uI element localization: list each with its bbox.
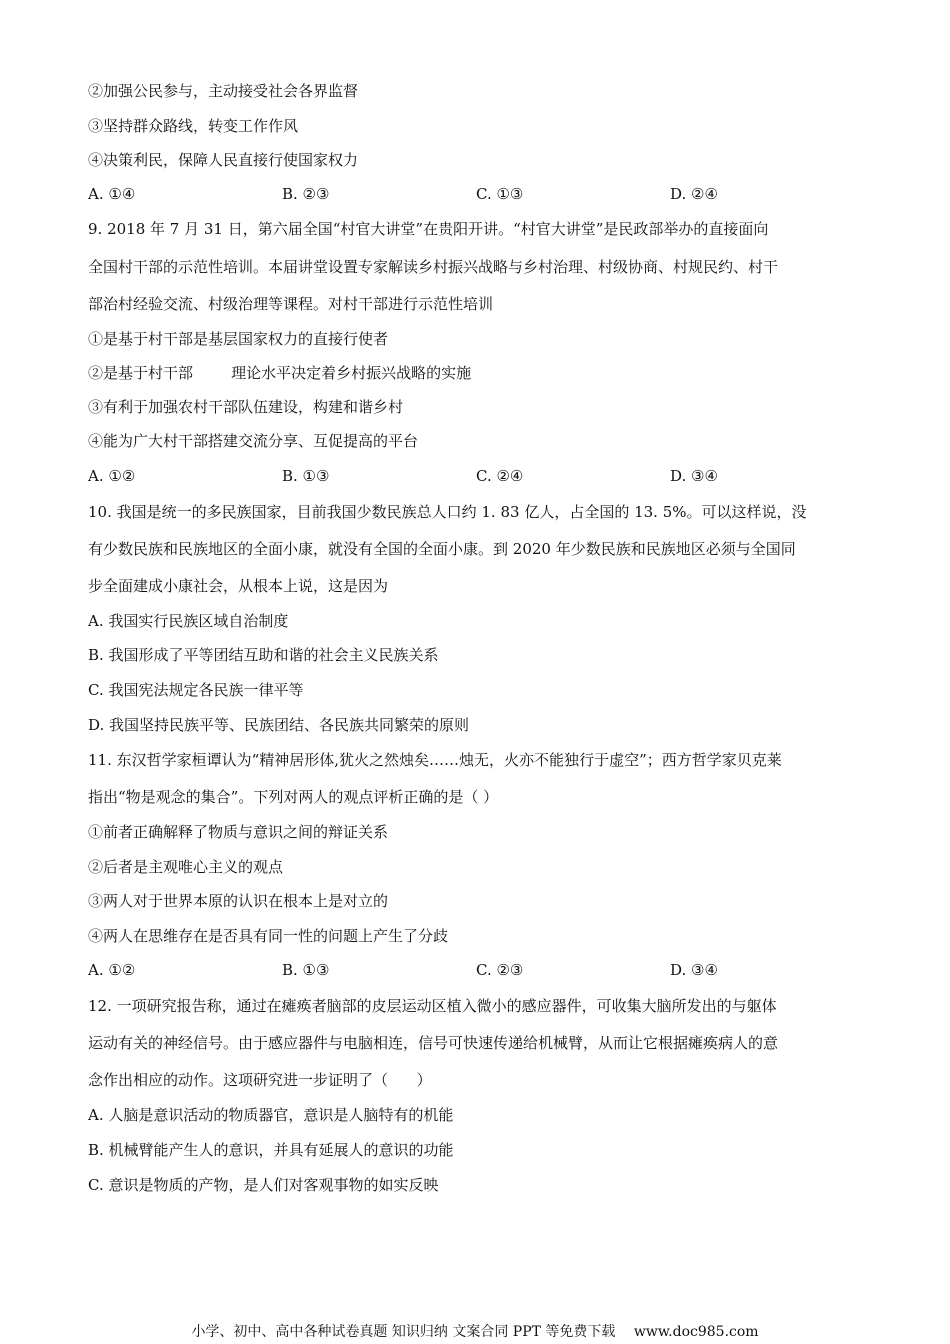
q11-stem-line-1: 11. 东汉哲学家桓谭认为“精神居形体,犹火之然烛矣……烛无，火亦不能独行于虚空”；西方哲学家贝克莱 <box>88 751 782 769</box>
q9-option-c: C. ②④ <box>476 467 524 485</box>
q9-stem-line-2: 全国村干部的示范性培训。本届讲堂设置专家解读乡村振兴战略与乡村治理、村级协商、村规民约、村干 <box>88 258 779 276</box>
footer-site-link[interactable]: www.doc985.com <box>633 1324 759 1340</box>
q8-option-c: C. ①③ <box>476 185 524 203</box>
q11-option-a: A. ①② <box>88 961 136 979</box>
q11-item-1: ①前者正确解释了物质与意识之间的辩证关系 <box>88 823 389 841</box>
q9-option-b: B. ①③ <box>282 467 330 485</box>
q12-stem-line-2: 运动有关的神经信号。由于感应器件与电脑相连，信号可快速传递给机械臂，从而让它根据瘫痪病人的意 <box>88 1034 779 1052</box>
q9-item-4: ④能为广大村干部搭建交流分享、互促提高的平台 <box>88 432 419 450</box>
q12-choice-c: C. 意识是物质的产物，是人们对客观事物的如实反映 <box>88 1176 439 1194</box>
q8-option-d: D. ②④ <box>670 185 718 203</box>
q10-stem-line-3: 步全面建成小康社会，从根本上说，这是因为 <box>88 577 389 595</box>
q9-item-1: ①是基于村干部是基层国家权力的直接行使者 <box>88 330 389 348</box>
q8-option-a: A. ①④ <box>88 185 136 203</box>
q10-choice-c: C. 我国宪法规定各民族一律平等 <box>88 681 304 699</box>
q10-stem-line-1: 10. 我国是统一的多民族国家，目前我国少数民族总人口约 1. 83 亿人，占全国的 13. 5%。可以这样说，没 <box>88 503 807 521</box>
q8-option-b: B. ②③ <box>282 185 330 203</box>
q11-option-b: B. ①③ <box>282 961 330 979</box>
q12-choice-b: B. 机械臂能产生人的意识，并具有延展人的意识的功能 <box>88 1141 454 1159</box>
q11-item-2: ②后者是主观唯心主义的观点 <box>88 858 284 876</box>
q9-item-2: ②是基于村干部 理论水平决定着乡村振兴战略的实施 <box>88 364 472 382</box>
q9-option-a: A. ①② <box>88 467 136 485</box>
q9-item-3: ③有利于加强农村干部队伍建设，构建和谐乡村 <box>88 398 404 416</box>
q10-choice-b: B. 我国形成了平等团结互助和谐的社会主义民族关系 <box>88 646 439 664</box>
q8-item-2: ②加强公民参与，主动接受社会各界监督 <box>88 82 359 100</box>
q12-stem-line-3: 念作出相应的动作。这项研究进一步证明了（ ） <box>88 1071 432 1089</box>
q9-stem-line-3: 部治村经验交流、村级治理等课程。对村干部进行示范性培训 <box>88 295 494 313</box>
q8-item-4: ④决策利民，保障人民直接行使国家权力 <box>88 151 359 169</box>
q11-option-c: C. ②③ <box>476 961 524 979</box>
q12-stem-line-1: 12. 一项研究报告称，通过在瘫痪者脑部的皮层运动区植入微小的感应器件，可收集大脑所发出的与躯体 <box>88 997 777 1015</box>
q8-item-3: ③坚持群众路线，转变工作作风 <box>88 117 299 135</box>
footer-text: 小学、初中、高中各种试卷真题 知识归纳 文案合同 PPT 等免费下载 <box>191 1324 616 1340</box>
q10-choice-d: D. 我国坚持民族平等、民族团结、各民族共同繁荣的原则 <box>88 716 470 734</box>
page-footer <box>0 1323 950 1341</box>
q11-option-d: D. ③④ <box>670 961 718 979</box>
q10-choice-a: A. 我国实行民族区域自治制度 <box>88 612 289 630</box>
q10-stem-line-2: 有少数民族和民族地区的全面小康，就没有全国的全面小康。到 2020 年少数民族和民族地区必须与全国同 <box>88 540 796 558</box>
q9-option-d: D. ③④ <box>670 467 718 485</box>
q11-item-4: ④两人在思维存在是否具有同一性的问题上产生了分歧 <box>88 927 449 945</box>
q11-stem-line-2: 指出“物是观念的集合”。下列对两人的观点评析正确的是（ ） <box>88 788 499 806</box>
q9-stem-line-1: 9. 2018 年 7 月 31 日，第六届全国“村官大讲堂”在贵阳开讲。“村官大讲堂”是民政部举办的直接面向 <box>88 220 769 238</box>
q12-choice-a: A. 人脑是意识活动的物质器官，意识是人脑特有的机能 <box>88 1106 454 1124</box>
q11-item-3: ③两人对于世界本原的认识在根本上是对立的 <box>88 892 389 910</box>
